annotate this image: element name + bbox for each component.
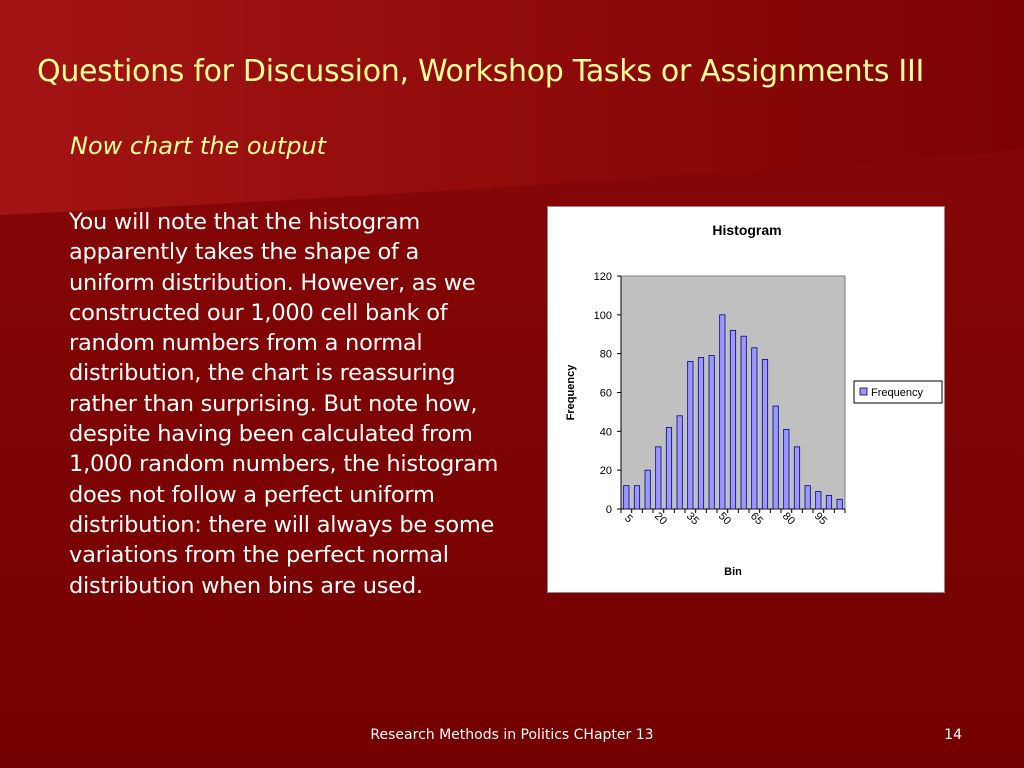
x-tick-label: 80 <box>779 510 798 528</box>
histogram-bar <box>837 499 842 509</box>
histogram-bar <box>677 416 682 509</box>
histogram-bar <box>762 359 767 509</box>
histogram-bar <box>794 447 799 509</box>
histogram-bar <box>741 336 746 509</box>
y-tick-label: 100 <box>593 309 612 322</box>
y-tick-label: 0 <box>605 504 612 516</box>
legend-label: Frequency <box>871 387 923 399</box>
footer-text: Research Methods in Politics CHapter 13 <box>370 727 654 743</box>
histogram-bar <box>624 486 629 509</box>
x-tick-label: 95 <box>811 510 830 528</box>
histogram-bar <box>826 495 831 509</box>
histogram-bar <box>645 470 650 509</box>
slide-subtitle: Now chart the output <box>70 132 327 160</box>
page-number: 14 <box>944 727 962 743</box>
body-paragraph: You will note that the histogram apparently takes the shape of a uniform distribution. However, as we constructed our 1,000 cell bank of random numbers from a normal distribution, the chart is reassuring rather than surprising. But note how, despite having been calculated from 1,000 random numbers, the histogram does not follow a perfect uniform distribution: there will always be some variations from the perfect normal distribution when bins are used. <box>69 209 499 599</box>
histogram-bar <box>805 486 810 509</box>
histogram-bar <box>698 358 703 509</box>
x-axis-label: Bin <box>724 566 742 578</box>
y-tick-label: 80 <box>599 348 612 361</box>
histogram-bar <box>752 348 757 509</box>
histogram-bar <box>656 447 661 509</box>
x-tick-label: 20 <box>651 510 670 528</box>
chart-title: Histogram <box>712 222 782 238</box>
x-tick-label: 35 <box>683 510 702 528</box>
y-tick-label: 40 <box>599 426 612 439</box>
y-tick-label: 20 <box>599 465 612 478</box>
chart-canvas <box>548 207 944 592</box>
x-tick-label: 5 <box>622 512 635 526</box>
y-tick-label: 60 <box>599 387 612 400</box>
x-tick-label: 50 <box>715 510 734 528</box>
histogram-chart <box>547 206 945 593</box>
x-tick-label: 65 <box>747 510 766 528</box>
legend-swatch <box>860 388 867 395</box>
histogram-bar <box>773 406 778 509</box>
histogram-bar <box>709 356 714 509</box>
histogram-bar <box>688 361 693 509</box>
slide-title: Questions for Discussion, Workshop Tasks or Assignments III <box>37 54 925 89</box>
y-axis-label: Frequency <box>565 364 577 421</box>
histogram-bar <box>784 429 789 509</box>
histogram-bar <box>634 486 639 509</box>
histogram-bar <box>720 315 725 509</box>
histogram-bar <box>816 492 821 509</box>
y-tick-label: 120 <box>593 271 612 283</box>
histogram-bar <box>730 330 735 509</box>
histogram-bar <box>666 427 671 509</box>
